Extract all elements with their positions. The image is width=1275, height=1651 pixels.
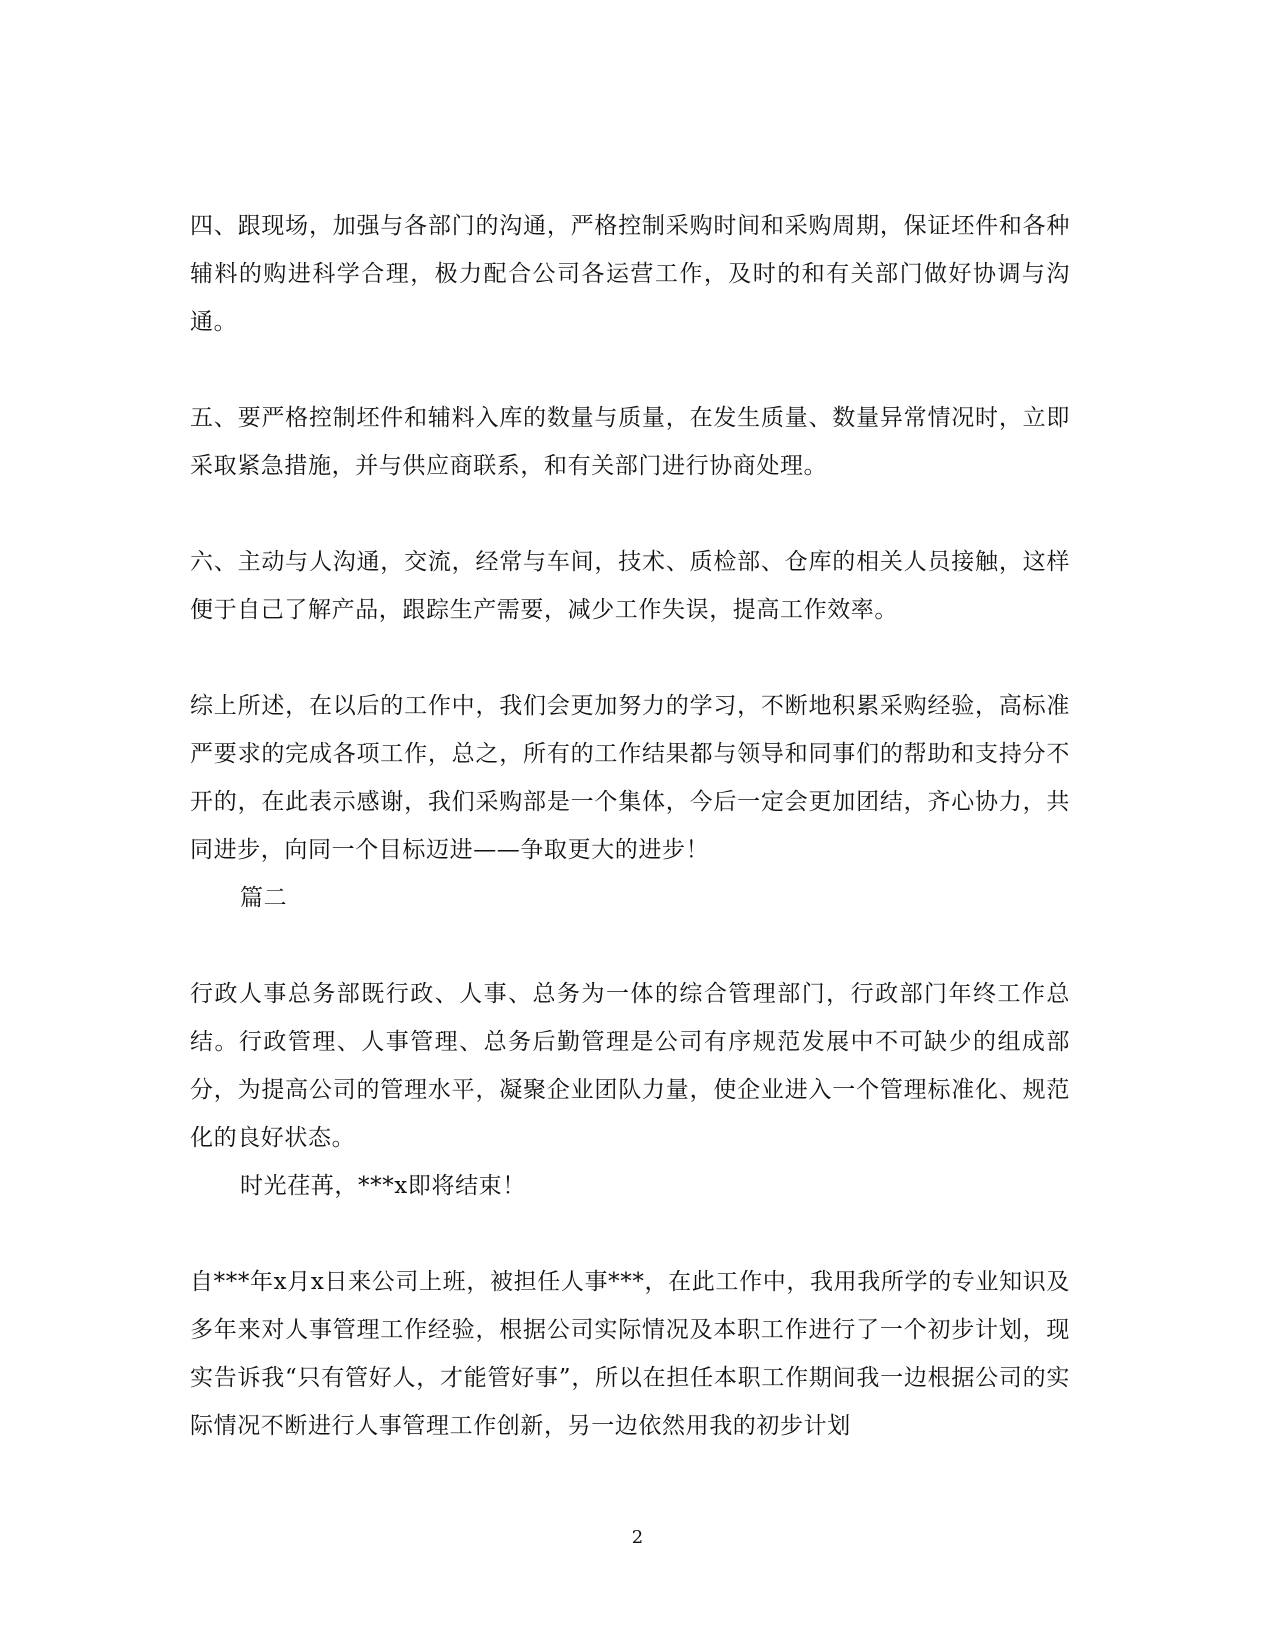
paragraph-time-passes: 时光荏苒，***x即将结束！ — [240, 1173, 526, 1199]
page-number: 2 — [631, 1527, 644, 1548]
paragraph-joined-company: 自***年x月x日来公司上班，被担任人事***，在此工作中，我用我所学的专业知识及多年来对人事管理工作经验，根据公司实际情况及本职工作进行了一个初步计划，现实告诉我“只有管好人，才能管好事”，所以在担任本职工作期间我一边根据公司的实际情况不断进行人事管理工作创新，另一边依然用我的初步计划 — [190, 1269, 1070, 1439]
document-body — [190, 202, 1070, 1450]
paragraph-spacer — [190, 922, 1070, 970]
paragraph-admin-dept-intro: 行政人事总务部既行政、人事、总务为一体的综合管理部门，行政部门年终工作总结。行政管理、人事管理、总务后勤管理是公司有序规范发展中不可缺少的组成部分，为提高公司的管理水平，凝聚企业团队力量，使企业进入一个管理标准化、规范化的良好状态。 — [190, 981, 1070, 1151]
paragraph-section-four: 四、跟现场，加强与各部门的沟通，严格控制采购时间和采购周期，保证坯件和各种辅料的购进科学合理，极力配合公司各运营工作，及时的和有关部门做好协调与沟通。 — [190, 213, 1070, 335]
paragraph-spacer — [190, 490, 1070, 538]
paragraph-spacer — [190, 1210, 1070, 1258]
paragraph-spacer — [190, 346, 1070, 394]
paragraph-summary: 综上所述，在以后的工作中，我们会更加努力的学习，不断地积累采购经验，高标准严要求的完成各项工作，总之，所有的工作结果都与领导和同事们的帮助和支持分不开的，在此表示感谢，我们采购部是一个集体，今后一定会更加团结，齐心协力，共同进步，向同一个目标迈进——争取更大的进步！ — [190, 693, 1070, 863]
section-heading-part-two: 篇二 — [240, 885, 288, 911]
paragraph-section-five: 五、要严格控制坯件和辅料入库的数量与质量，在发生质量、数量异常情况时，立即采取紧急措施，并与供应商联系，和有关部门进行协商处理。 — [190, 405, 1070, 479]
paragraph-section-six: 六、主动与人沟通，交流，经常与车间，技术、质检部、仓库的相关人员接触，这样便于自己了解产品，跟踪生产需要，减少工作失误，提高工作效率。 — [190, 549, 1070, 623]
paragraph-spacer — [190, 634, 1070, 682]
